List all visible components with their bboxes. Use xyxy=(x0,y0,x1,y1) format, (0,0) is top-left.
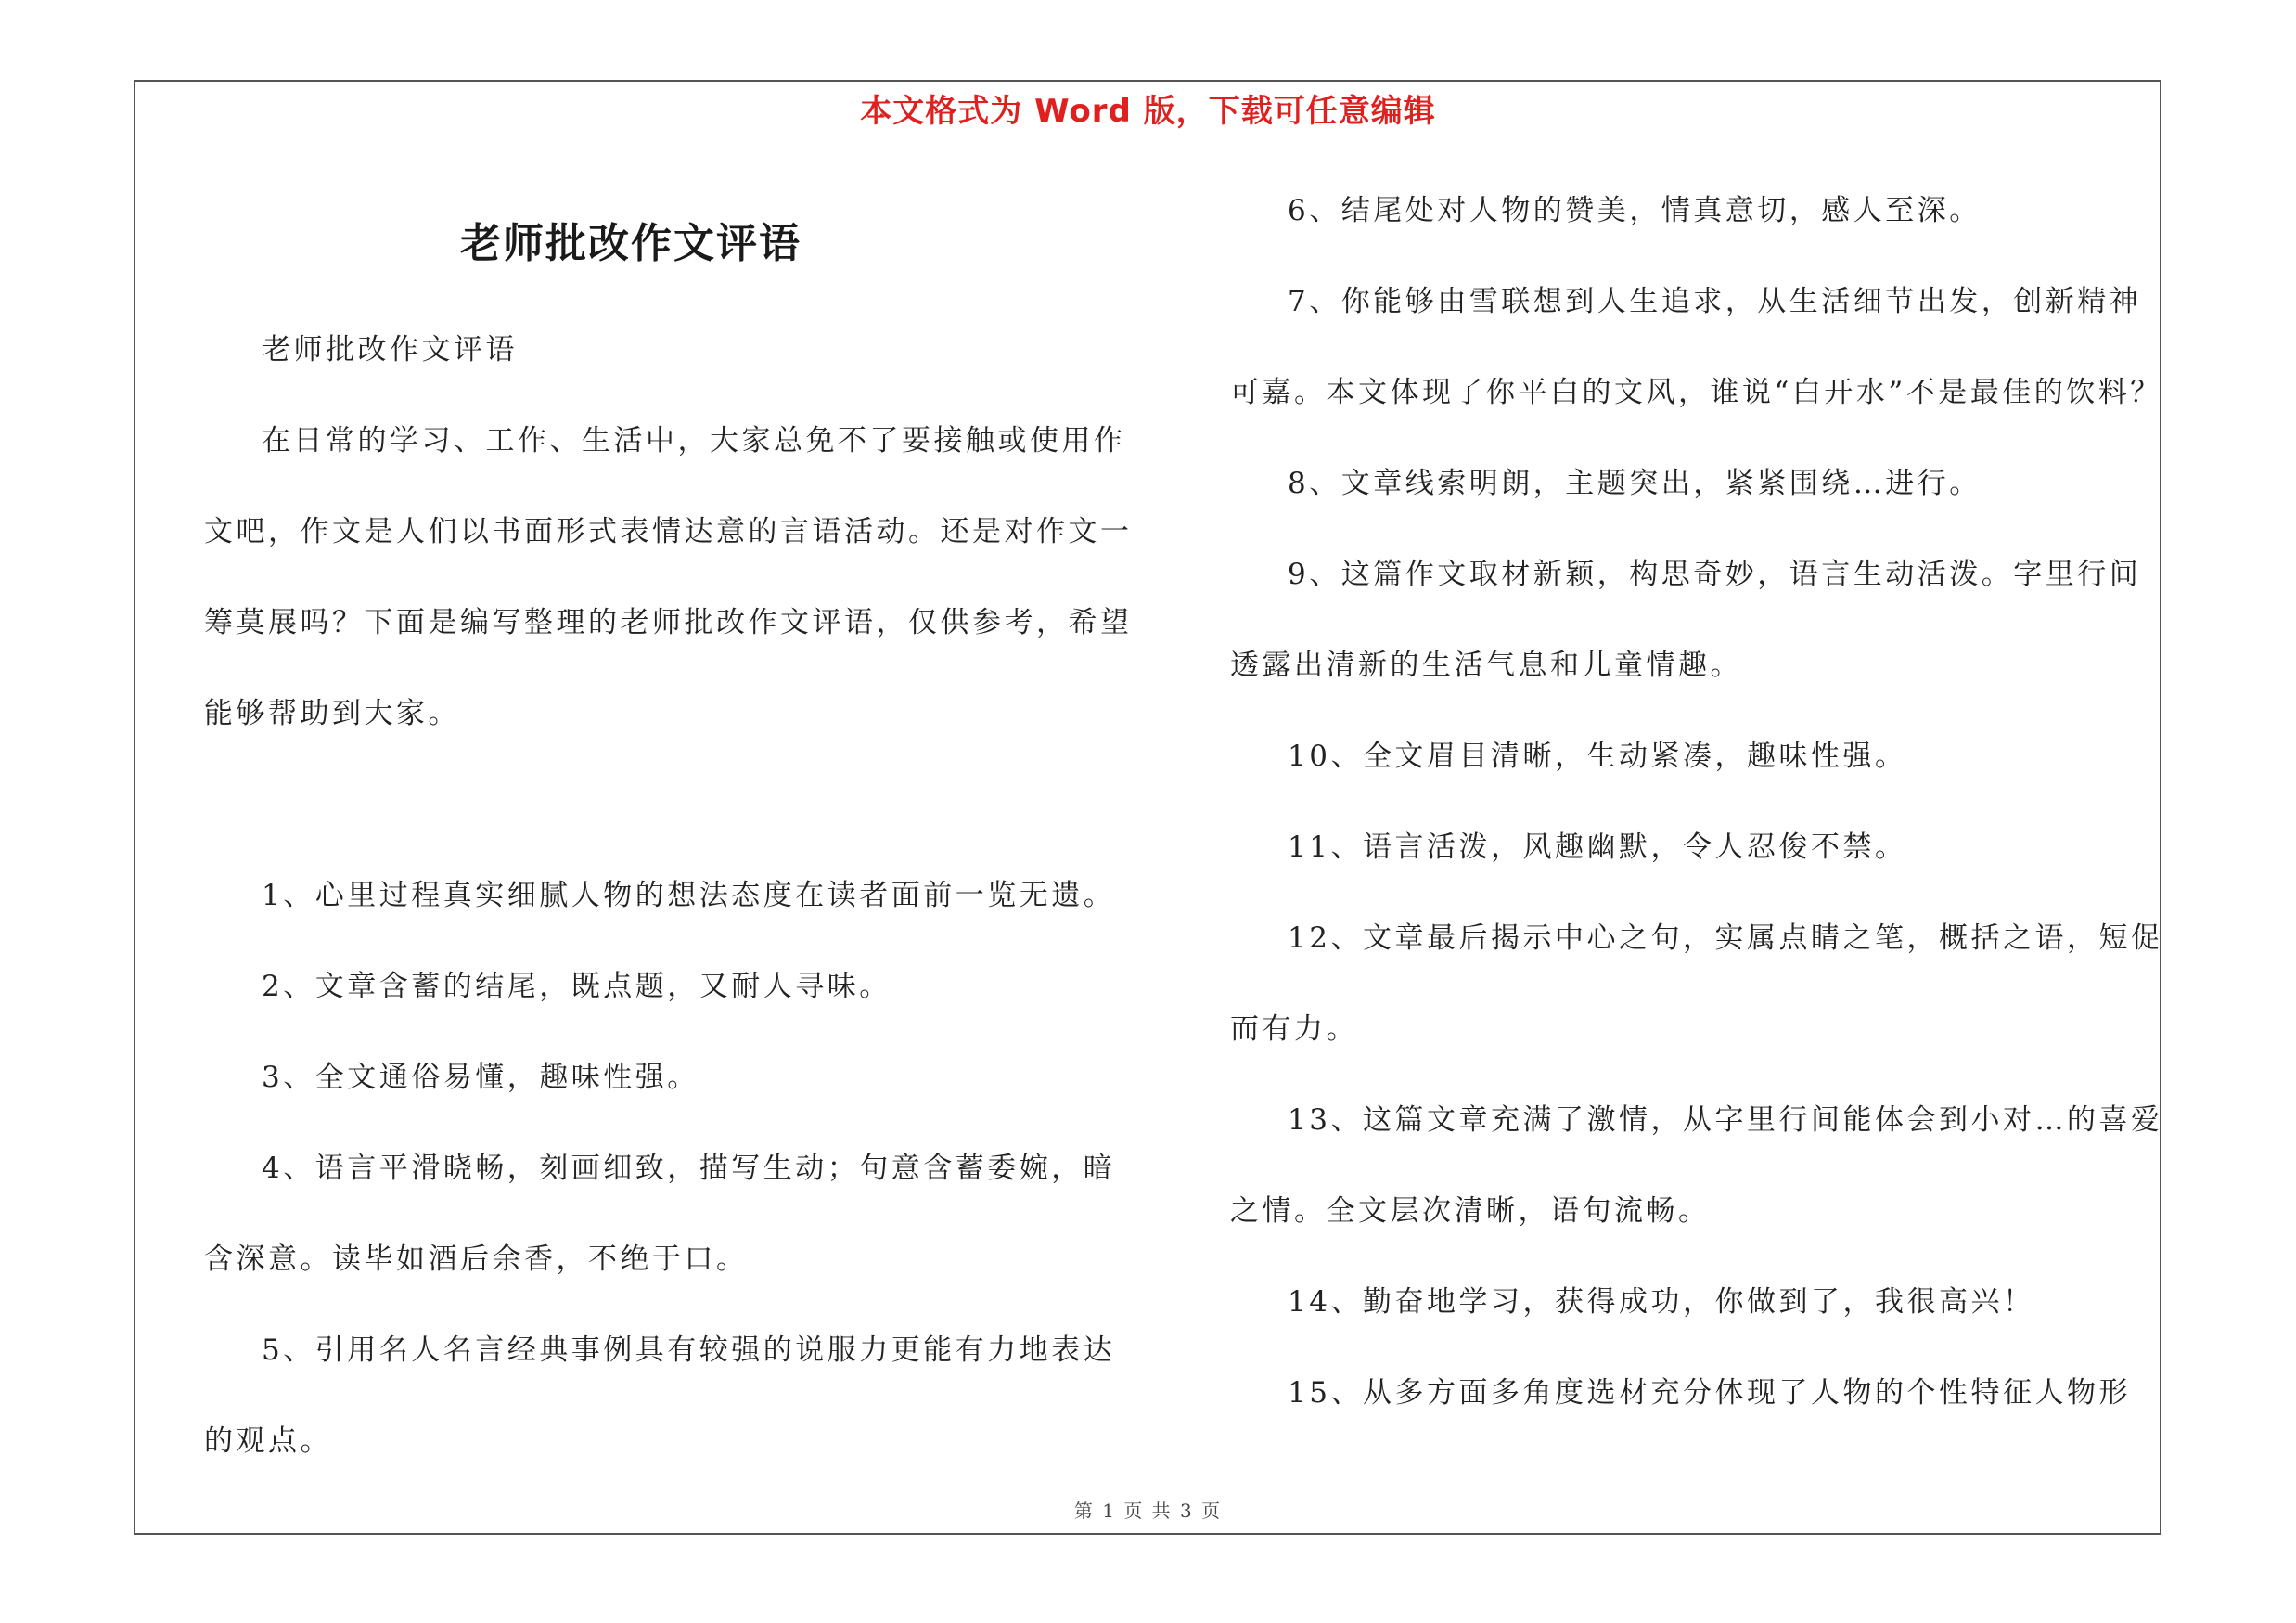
comment-item: 2、文章含蓄的结尾，既点题，又耐人寻味。 xyxy=(262,970,891,1003)
comment-item: 14、勤奋地学习，获得成功，你做到了，我很高兴！ xyxy=(1288,1285,2035,1319)
intro-paragraph: 在日常的学习、工作、生活中，大家总免不了要接触或使用作文吧，作文是人们以书面形式表情达意的言语活动。还是对作文一筹莫展吗？下面是编写整理的老师批改作文评语，仅供参考，希望能够帮助到大家。 xyxy=(204,424,1133,730)
comment-item: 5、引用名人名言经典事例具有较强的说服力更能有力地表达的观点。 xyxy=(204,1333,1116,1458)
comment-item: 3、全文通俗易懂，趣味性强。 xyxy=(262,1061,699,1094)
document-title: 老师批改作文评语 xyxy=(460,220,802,267)
word-format-banner: 本文格式为 Word 版，下载可任意编辑 xyxy=(860,93,1436,130)
comment-item: 15、从多方面多角度选材充分体现了人物的个性特征人物形 xyxy=(1288,1376,2131,1410)
comment-item: 13、这篇文章充满了激情，从字里行间能体会到小对…的喜爱之情。全文层次清晰，语句流畅。 xyxy=(1230,1103,2163,1228)
comment-item: 7、你能够由雪联想到人生追求，从生活细节出发，创新精神可嘉。本文体现了你平白的文风，谁说“白开水”不是最佳的饮料？ xyxy=(1230,285,2162,409)
comment-item: 6、结尾处对人物的赞美，情真意切，感人至深。 xyxy=(1288,194,1982,227)
comment-item: 10、全文眉目清晰，生动紧凑，趣味性强。 xyxy=(1288,740,1907,773)
blank-line xyxy=(204,759,1141,850)
comment-item: 8、文章线索明朗，主题突出，紧紧围绕…进行。 xyxy=(1288,467,1982,500)
page-footer: 第 1 页 共 3 页 xyxy=(1073,1500,1223,1522)
comment-item: 11、语言活泼，风趣幽默，令人忍俊不禁。 xyxy=(1288,831,1907,864)
right-column xyxy=(1230,165,2167,1438)
comment-item: 9、这篇作文取材新颖，构思奇妙，语言生动活泼。字里行间透露出清新的生活气息和儿童情趣。 xyxy=(1230,558,2142,682)
comment-item: 1、心里过程真实细腻人物的想法态度在读者面前一览无遗。 xyxy=(262,879,1116,912)
comment-item: 12、文章最后揭示中心之句，实属点睛之笔，概括之语，短促而有力。 xyxy=(1230,921,2163,1046)
comment-item: 4、语言平滑晓畅，刻画细致，描写生动；句意含蓄委婉，暗含深意。读毕如酒后余香，不绝于口。 xyxy=(204,1152,1116,1276)
subtitle: 老师批改作文评语 xyxy=(262,333,518,367)
left-column xyxy=(204,304,1141,1487)
